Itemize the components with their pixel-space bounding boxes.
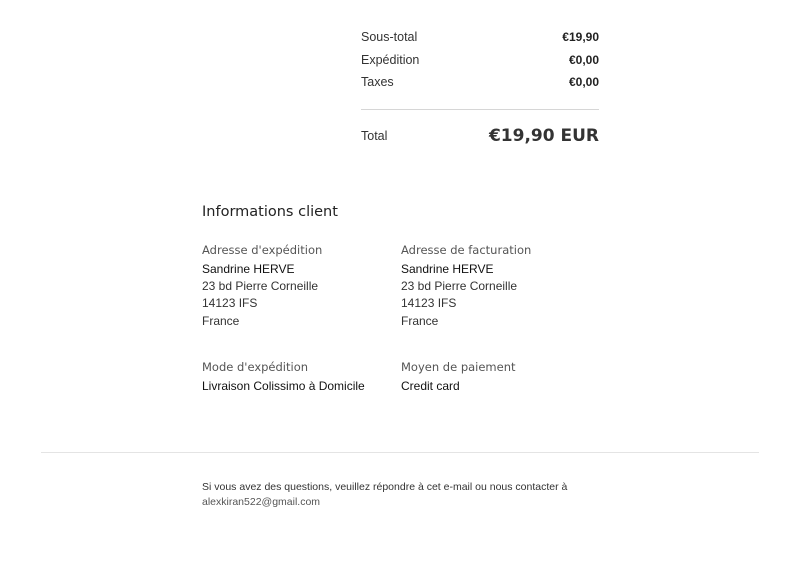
payment-method-heading: Moyen de paiement (401, 360, 516, 374)
billing-address-name: Sandrine HERVE (401, 262, 494, 276)
footer-contact-text: Si vous avez des questions, veuillez répondre à cet e-mail ou nous contacter à (202, 481, 568, 493)
shipping-address-country: France (202, 313, 240, 328)
shipping-address-street: 23 bd Pierre Corneille (202, 279, 319, 294)
shipping-method-block (202, 360, 402, 395)
shipping-address-name: Sandrine HERVE (202, 262, 295, 276)
total-value: €19,90 EUR (488, 125, 599, 146)
customer-info-title: Informations client (202, 204, 338, 220)
footer-divider (41, 452, 759, 453)
billing-address-street: 23 bd Pierre Corneille (401, 279, 518, 294)
subtotal-label: Sous-total (361, 30, 418, 45)
subtotal-value: €19,90 (562, 30, 599, 45)
billing-address-heading: Adresse de facturation (401, 243, 532, 257)
taxes-value: €0,00 (568, 75, 599, 90)
taxes-row (361, 71, 599, 94)
shipping-address-block (202, 243, 392, 330)
shipping-address-heading: Adresse d'expédition (202, 243, 323, 257)
total-row (361, 126, 599, 146)
totals-divider (361, 109, 599, 110)
shipping-address-city: 14123 IFS (202, 296, 258, 311)
total-label: Total (361, 128, 388, 143)
payment-method-block (401, 360, 591, 395)
billing-address-block (401, 243, 591, 330)
footer-contact-email-link[interactable]: alexkiran522@gmail.com (202, 496, 321, 508)
shipping-method-heading: Mode d'expédition (202, 360, 309, 374)
billing-address-country: France (401, 313, 439, 328)
taxes-label: Taxes (361, 75, 394, 90)
shipping-method-value: Livraison Colissimo à Domicile (202, 379, 365, 393)
subtotal-row (361, 26, 599, 49)
billing-address-city: 14123 IFS (401, 296, 457, 311)
shipping-label: Expédition (361, 52, 420, 67)
payment-method-value: Credit card (401, 379, 460, 393)
footer-contact (202, 480, 622, 510)
shipping-value: €0,00 (568, 52, 599, 67)
order-totals (361, 26, 599, 146)
shipping-row (361, 49, 599, 72)
